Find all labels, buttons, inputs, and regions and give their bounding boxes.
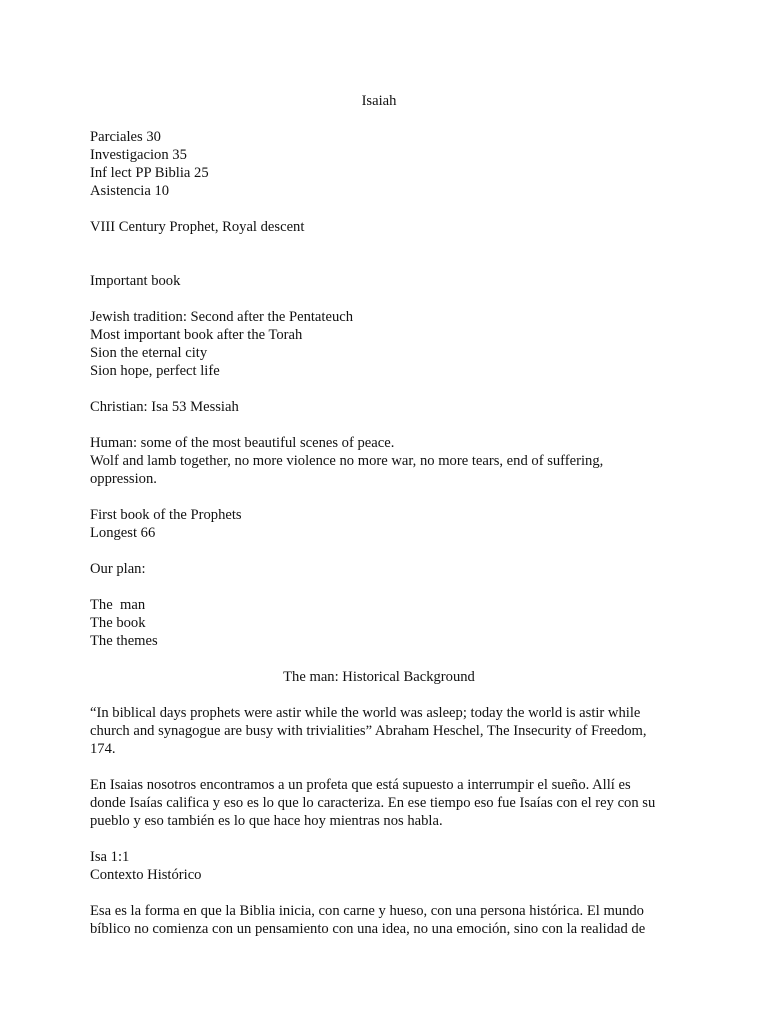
plan-item: The man: [90, 597, 146, 613]
jewish-line: Sion the eternal city: [90, 345, 208, 361]
quote-paragraph: “In biblical days prophets were astir while the world was asleep; today the world is astir while church and synagogue are busy with trivialities” Abraham Heschel, The Insecurity of Freedom, 174.: [90, 705, 647, 757]
plan-item: The themes: [90, 633, 158, 649]
our-plan-line: Our plan:: [90, 561, 146, 577]
isaias-paragraph: En Isaias nosotros encontramos a un profeta que está supuesto a interrumpir el sueño. Allí es donde Isaías califica y eso es lo que lo caracteriza. En ese tiempo eso fue Isaías con el rey con su pueblo y eso también es lo que hace hoy mientras nos habla.: [90, 777, 656, 829]
grade-line: Inf lect PP Biblia 25: [90, 165, 209, 181]
human-line: Human: some of the most beautiful scenes of peace.: [90, 435, 395, 451]
spacer: [90, 686, 668, 704]
spacer: [90, 416, 668, 434]
spacer: [90, 110, 668, 128]
spacer: [90, 542, 668, 560]
spacer: [90, 830, 668, 848]
spacer: [90, 758, 668, 776]
plan-item: The book: [90, 615, 146, 631]
isa-ref-line: Isa 1:1: [90, 849, 130, 865]
spacer: [90, 578, 668, 596]
spacer: [90, 200, 668, 218]
jewish-line: Most important book after the Torah: [90, 327, 303, 343]
section-heading: The man: Historical Background: [283, 669, 475, 685]
spacer: [90, 650, 668, 668]
jewish-line: Sion hope, perfect life: [90, 363, 220, 379]
document-title: Isaiah: [361, 93, 397, 109]
spacer: [90, 236, 668, 272]
first-book-line: Longest 66: [90, 525, 156, 541]
spacer: [90, 290, 668, 308]
jewish-line: Jewish tradition: Second after the Pentateuch: [90, 309, 354, 325]
grade-line: Asistencia 10: [90, 183, 170, 199]
isa-ref-line: Contexto Histórico: [90, 867, 202, 883]
descent-line: VIII Century Prophet, Royal descent: [90, 219, 305, 235]
spacer: [90, 488, 668, 506]
important-line: Important book: [90, 273, 181, 289]
first-book-line: First book of the Prophets: [90, 507, 242, 523]
wolf-paragraph: Wolf and lamb together, no more violence no more war, no more tears, end of suffering, oppression.: [90, 453, 604, 487]
grade-line: Investigacion 35: [90, 147, 187, 163]
spacer: [90, 884, 668, 902]
grade-line: Parciales 30: [90, 129, 161, 145]
closing-paragraph: Esa es la forma en que la Biblia inicia, con carne y hueso, con una persona histórica. El mundo bíblico no comienza con un pensamiento con una idea, no una emoción, sino con la realidad de: [90, 903, 646, 937]
spacer: [90, 380, 668, 398]
christian-line: Christian: Isa 53 Messiah: [90, 399, 239, 415]
